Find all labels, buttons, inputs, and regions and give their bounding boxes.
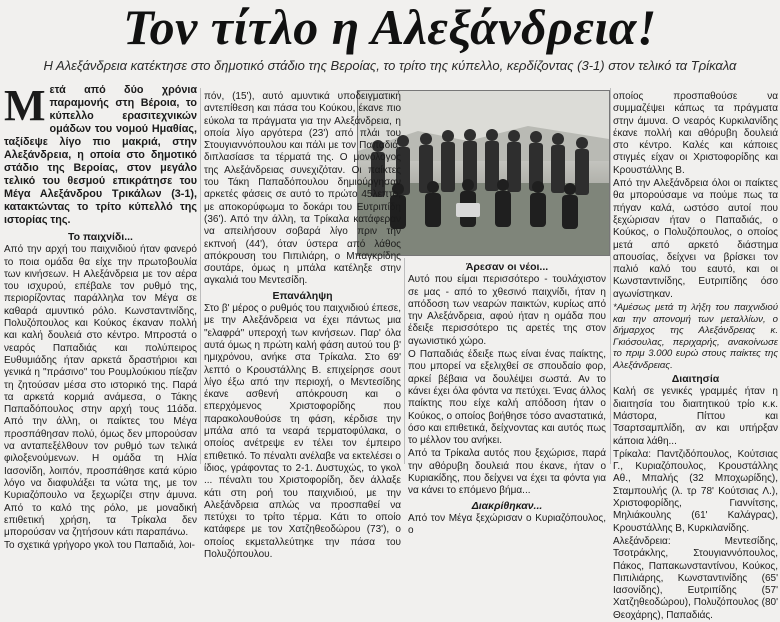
article-column-3 — [408, 259, 606, 537]
column-divider — [610, 88, 611, 464]
body-paragraph: πόν, (15'), αυτό αμυντικά υποδειγματική αντεπίθεση και πάσα του Κούκου, έκανε πιο εύκολα τα πράγματα για την Αλεξάνδρεια, η οποία λίγο αργότερα (23') από πλάι του Στουγιαννόπουλου και πάλι με τον Παπαδιά, διπλασίασε τα τέρματά της. Ο μονόλογος της Αλεξάνδρειας συνεχιζόταν. Οι παίκτες του Τάκη Παπαδόπουλου δημιούργησαν αρκετές φάσεις σε αυτό το πρώτο 45λεπτο, με αποκορύφωμα το δοκάρι του Ευτριπίδη (36'). Από την άλλη, τα Τρίκαλα κατάφεραν να απειλήσουν σοβαρά λίγο πριν την εκπνοή (44'), όταν ύστερα από λάθος απόκρουση του Πιπιλιάρη, ο Μπαγκρίδης σουτάρε, όμως η μπάλα κατέληξε στην αγκαλιά του Μεντεσίδη. — [204, 91, 401, 287]
headline: Τον τίτλο η Αλεξάνδρεια! — [123, 0, 657, 55]
body-paragraph: Από την Αλεξάνδρεια όλοι οι παίκτες θα μπορούσαμε να πούμε πως τα πήγαν καλά, ωστόσο αυτοί που ξεχώρισαν ήταν ο Παπαδιάς, ο Κούκος, ο Πολυζόπουλος, ο οποίος μετά από αρκετό διάστημα απουσίας, δείχνει να βρίσκει τον παλιό καλό του εαυτό, και οι Κωνσταντινίδης, Ευτριπίδης όσο αγωνίστηκαν. — [613, 178, 778, 300]
section-heading-young-players: Άρεσαν οι νέοι... — [465, 261, 549, 273]
article-column-4 — [613, 91, 778, 621]
column-divider — [200, 88, 201, 464]
body-paragraph: οποίος προσπαθούσε να συμμαζέψει κάπως τα πράγματα στην άμυνα. Ο νεαρός Κυρκιλανίδης έκανε πολλή και αθόρυβη δουλειά στο κέντρο. Καλές και κάποιες στιγμές είχαν οι Χριστοφορίδης και Κρουστάλλης Β. — [613, 91, 778, 176]
body-paragraph: Ο Παπαδιάς έδειξε πως είναι ένας παίκτης, που μπορεί να εξελιχθεί σε σπουδαίο φορ, αρκεί βέβαια να δουλέψει σωστά. Αν το κάνει έχει όλα φόντα να πετύχει. Ένας άλλος παίκτης που είχε καλή απόδοση ήταν ο Κούκος, ο οποίος βοήθησε τόσο αναστατικά, όσο και επιθετικά, δείχνοντας και αυτός πως το μέλλον του ανήκει. — [408, 349, 606, 447]
bonus-note: *Αμέσως μετά τη λήξη του παιχνιδιού και την απονομή των μεταλλίων, ο δήμαρχος της Αλεξάνδρειας κ. Γκιόσουλας, περιχαρής, ανακοίνωσε το πριμ 3.000 ευρώ στους παίκτες της Αλεξάνδρειας. — [613, 302, 778, 371]
lineup-trikala: Τρίκαλα: Παντζιδόπουλος, Κούτσιας Γ., Κυριαζόπουλος, Κρουστάλλης Αθ., Μπαλής (32 Μποχωρίδης), Σταμπουλής (λ. τρ 78' Κούτσιας Λ.), Χριστοφορίδης, Γιαννίτσης, Μηλιάκουλης (61' Καλάγρας), Κρουστάλλης Β, Κυρκιλανίδης. — [613, 448, 778, 534]
body-paragraph: Στο β' μέρος ο ρυθμός του παιχνιδιού έπεσε, με την Αλεξάνδρεια να έχει πάντως μια "ελαφρά" υπεροχή των κινήσεων. Παρ' όλα αυτά όμως η πρώτη καλή φάση αυτού του β' ημιχρόνου, ανήκε στα Τρίκαλα. Στο 69' λεπτό ο Κρουστάλλης Β. επιχείρησε σουτ λίγο έξω από την περιοχή, ο Μεντεσίδης έκανε ασθενή απόκρουση και ο επερχόμενος Χριστοφορίδης που παρακολουθούσε τη φάση, κέρδισε την μπάλα από τα νεαρά τερματοφύλακα, ο οποίος ανέτρεψε εν τέλει τον έμπειρο επιθετικό. Το πέναλτι ανέλαβε να εκτελέσει ο ίδιος, γράφοντας το 2-1. Δυστυχώς, το γκολ ... πέναλτι του Χριστοφορίδη, δεν άλλαξε κάτι στη ροή του παιχνιδιού, με την Αλεξάνδρεια απλώς να προσπαθεί να πετύχει το τρίτο τέρμα. Κάτι το οποίο κατάφερε με τον Χατζηθεοδώρου (73'), ο οποίος εκμεταλλεύτηκε την πάσα του Πολυζόπουλου. — [204, 303, 402, 560]
body-paragraph: Αυτό που είμαι περισσότερο - τουλάχιστον σε μας - από το χθεσινό παιχνίδι, ήταν η απόδοση των νεαρών παικτών, κυρίως από την Αλεξάνδρεια, αφού ήταν η ομάδα που έδειξε περισσότερο τις αρετές της στον αγωνιστικό χώρο. — [408, 274, 606, 347]
article-column-2 — [204, 91, 402, 560]
subheadline: Η Αλεξάνδρεια κατέκτησε στο δημοτικό στάδιο της Βεροίας, το τρίτο της κύπελλο, κερδίζοντας (3-1) στον τελικό τα Τρίκαλα — [43, 58, 737, 73]
body-paragraph: Το σχετικά γρήγορο γκολ του Παπαδιά, λοι- — [4, 540, 195, 552]
body-paragraph: Καλή σε γενικές γραμμές ήταν η διαιτησία του διαιτητικού τρίο κ.κ. Μάστορα, Πίττου και Τσαρτσαμπλίδη, αν και υπήρξαν κάποια λάθη... — [613, 386, 778, 447]
lineup-alexandreia: Αλεξάνδρεια: Μεντεσίδης, Τσοτράκλης, Στουγιαννόπουλος, Πάκος, Παπακωνσταντίνου, Κούκος, Πιπιλιάρης, Κωνσταντινίδης (65' Ιασονίδης), Ευτριπίδης (57' Χατζηθεοδώρου), Πολυζόπουλος (80' Θεοχάρης), Παπαδιάς. — [613, 535, 778, 621]
lead-text: ετά από δύο χρόνια παραμονής στη Βέροια, το κύπελλο ερασιτεχνικών ομάδων του νομού Ημαθίας, ταξίδεψε λίγο πιο μακριά, στην Αλεξάνδρεια, η οποία στο δημοτικό στάδιο της Βεροίας, στον μεγάλο τελικό του θεσμού επικράτησε του Μέγα Αλεξάνδρου Τρικάλων (3-1), κατακτώντας το τρίτο κύπελλό της ιστορίας της. — [4, 84, 197, 226]
section-heading-standouts: Διακρίθηκαν... — [471, 499, 543, 512]
body-paragraph: Από την αρχή του παιχνιδιού ήταν φανερό το ποια ομάδα θα είχε την πρωτοβουλία των κινήσεων. Η Αλεξάνδρεια με τον αέρα του ισχυρού, επέβαλε τον ρυθμό της, περιορίζοντας παράλληλα τον Μέγα σε καθαρά αμυντικό ρόλο. Κωνσταντινίδης, Πολυζόπουλος και Κούκος έκαναν πολλή και καλή δουλειά στο κέντρο. Μπροστά ο νεαρός Παπαδιάς και πολύπειρος Ευθυμιάδης ήταν αρκετά δραστήριοι και γενικά η "πράσινο" του Ρουμλούκιου πίεζαν τη ζητούσαν μέσα στο ιστορικό της. Παρά τα αρκετά κορμιά ανάμεσα, ο Τάκης Παπαδόπουλος στην αρχή τους 11άδα. Από την άλλη, οι παίκτες του Μέγα προσπάθησαν πολύ, όμως δεν μπορούσαν να ανταπεξέλθουν τον ρυθμό των τελικά φιλοξενούμενων. Η ομάδα τη Ηλία Ιασονίδη, λοιπόν, προσπάθησε κατά κύριο λόγο να διαφυλάξει τα νώτα της, με τον Κυριαζόπουλο να ξεχωρίζει στην άμυνα. Από το καλό της ρόλο, με μοναδική επιθετική χρήση, τα Τρίκαλα δεν μπορούσαν να ζητήσουν κάτι παραπάνω. — [4, 244, 197, 539]
section-heading-second-half: Επανάληψη — [272, 289, 333, 302]
article-column-1 — [4, 81, 197, 552]
section-heading-match: Το παιχνίδι... — [68, 231, 133, 243]
drop-cap: Μ — [4, 81, 46, 130]
lead-paragraph — [4, 81, 197, 227]
column-divider — [404, 258, 405, 464]
body-paragraph: Από τα Τρίκαλα αυτός που ξεχώρισε, παρά την αθόρυβη δουλειά που έκανε, ήταν ο Κυριακίδης, που δείχνει να έχει τα φόντα για να κάνει το επόμενο βήμα... — [408, 448, 606, 497]
section-heading-refereeing: Διαιτησία — [671, 373, 720, 386]
body-paragraph: Από τον Μέγα ξεχώρισαν ο Κυριαζόπουλος, ο — [408, 512, 606, 537]
